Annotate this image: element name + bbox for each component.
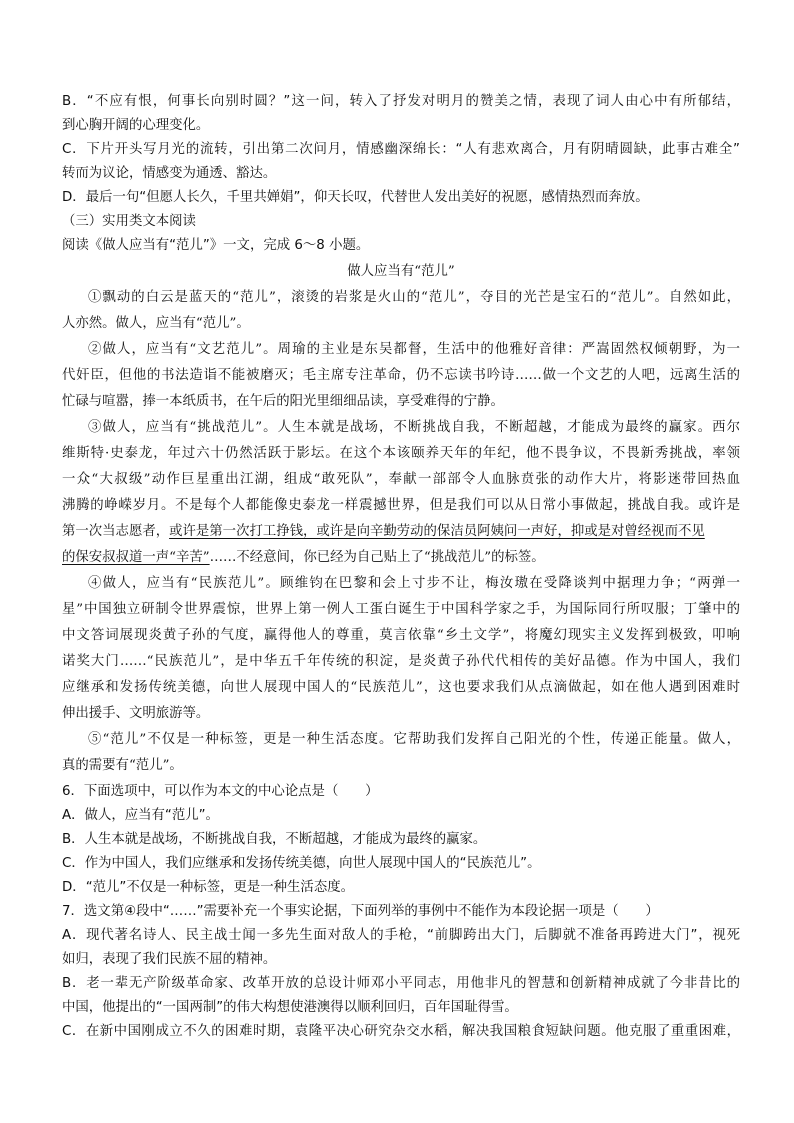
article-p4-line5: 应继承和发扬传统美德，向世人展现中国人的“民族范儿”，这也要求我们从点滴做起，如在他人遇到困难时 — [62, 680, 740, 695]
article-p1-line2: 人亦然。做人，应当有“范儿”。 — [62, 316, 250, 331]
article-p2-line3: 忙碌与喧嚣，捧一本纸质书，在午后的阳光里细细品读，享受难得的宁静。 — [62, 394, 504, 409]
article-p2-line1: ②做人，应当有“文艺范儿”。周瑜的主业是东吴都督，生活中的他雅好音律：严嵩固然权倾朝野，为一 — [88, 342, 740, 357]
article-p3-line3: 一众“大叔级”动作巨星重出江湖，组成“敢死队”，奉献一部部令人血脉贲张的动作大片，将影迷带回热血 — [62, 472, 740, 487]
underlined-example-text: 或许是第一次打工挣钱，或许是向辛勤劳动的保洁员阿姨问一声好，抑或是对曾经视而不见 — [169, 524, 705, 539]
article-p4-line1: ④做人，应当有“民族范儿”。顾维钧在巴黎和会上寸步不让，梅汝璈在受降谈判中据理力争；“两弹一 — [88, 576, 740, 591]
article-title: 做人应当有“范儿” — [347, 264, 455, 279]
article-p5-line2: 真的需要有“范儿”。 — [62, 758, 183, 773]
q7-option-b-line2: 中国，他提出的“一国两制”的伟大构想使港澳得以顺利回归，百年国耻得雪。 — [62, 1000, 518, 1015]
article-p4-line3: 中文答词展现炎黄子孙的气度，赢得他人的尊重，莫言依靠“乡土文学”，将魔幻现实主义发挥到极致，叩响 — [62, 628, 740, 643]
q5-option-b-line1: B．“不应有恨，何事长向别时圆？”这一问，转入了抒发对明月的赞美之情，表现了词人由心中有所郁结， — [62, 94, 740, 109]
underlined-example-text-end: 的保安叔叔道一声“辛苦” — [62, 550, 210, 565]
article-p1-line1: ①飘动的白云是蓝天的“范儿”，滚烫的岩浆是火山的“范儿”，夺目的光芒是宝石的“范儿”。自然如此， — [88, 290, 740, 305]
article-p4-line4: 诺奖大门……“民族范儿”，是中华五千年传统的积淀，是炎黄子孙代代相传的美好品德。作为中国人，我们 — [62, 654, 740, 669]
q5-option-b-line2: 到心胸开阔的心理变化。 — [62, 118, 210, 133]
article-p3-line1: ③做人，应当有“挑战范儿”。人生本就是战场，不断挑战自我，不断超越，才能成为最终的赢家。西尔 — [88, 420, 740, 435]
q6-option-d: D．“范儿”不仅是一种标签，更是一种生活态度。 — [62, 880, 354, 895]
q6-option-a: A．做人，应当有“范儿”。 — [62, 808, 219, 823]
q7-stem: 7．选文第④段中“……”需要补充一个事实论据，下面列举的事例中不能作为本段论据一项是（ ） — [62, 904, 659, 919]
article-p3-line6-plain: ……不经意间，你已经为自己贴上了“挑战范儿”的标签。 — [209, 550, 545, 565]
q7-option-a-line1: A．现代著名诗人、民主战士闻一多先生面对敌人的手枪，“前脚跨出大门，后脚就不准备再跨进大门”，视死 — [62, 928, 740, 943]
q7-option-a-line2: 如归，表现了我们民族不屈的精神。 — [62, 952, 277, 967]
article-p5-line1: ⑤“范儿”不仅是一种标签，更是一种生活态度。它帮助我们发挥自己阳光的个性，传递正能量。做人， — [88, 732, 740, 747]
q6-stem: 6．下面选项中，可以作为本文的中心论点是（ ） — [62, 784, 379, 799]
article-p3-line5 — [62, 522, 740, 542]
q7-option-c-line1: C．在新中国刚成立不久的困难时期，袁隆平决心研究杂交水稻，解决我国粮食短缺问题。他克服了重重困难， — [62, 1024, 740, 1039]
q6-option-c: C．作为中国人，我们应继承和发扬传统美德，向世人展现中国人的“民族范儿”。 — [62, 856, 541, 871]
q5-option-c-line1: C．下片开头写月光的流转，引出第二次问月，情感幽深绵长：“人有悲欢离合，月有阴晴圆缺，此事古难全” — [62, 142, 740, 157]
article-p3-line2: 维斯特·史泰龙，年过六十仍然活跃于影坛。在这个本该颐养天年的年纪，他不畏争议，不畏新秀挑战，率领 — [62, 446, 740, 461]
article-p4-line6: 伸出援手、文明旅游等。 — [62, 706, 210, 721]
q6-option-b: B．人生本就是战场，不断挑战自我，不断超越，才能成为最终的赢家。 — [62, 832, 487, 847]
q5-option-c-line2: 转而为议论，情感变为通透、豁达。 — [62, 166, 277, 181]
section-instruction: 阅读《做人应当有“范儿”》一文，完成 6～8 小题。 — [62, 238, 370, 253]
article-p3-line5-plain: 第一次当志愿者， — [62, 524, 170, 539]
section-heading: （三）实用类文本阅读 — [62, 214, 196, 229]
article-p3-line6 — [62, 548, 740, 568]
q7-option-b-line1: B．老一辈无产阶级革命家、改革开放的总设计师邓小平同志，用他非凡的智慧和创新精神成就了今非昔比的 — [62, 976, 740, 991]
article-p3-line4: 沸腾的峥嵘岁月。不是每个人都能像史泰龙一样震撼世界，但是我们可以从日常小事做起，挑战自我。或许是 — [62, 498, 740, 513]
q5-option-d: D．最后一句“但愿人长久，千里共婵娟”，仰天长叹，代替世人发出美好的祝愿，感情热烈而奔放。 — [62, 190, 649, 205]
article-p4-line2: 星”中国独立研制令世界震惊，世界上第一例人工蛋白诞生于中国科学家之手，为国际同行所叹服；丁肇中的 — [62, 602, 740, 617]
article-p2-line2: 代奸臣，但他的书法造诣不能被磨灭；毛主席专注革命，仍不忘读书吟诗……做一个文艺的人吧，远离生活的 — [62, 368, 740, 383]
